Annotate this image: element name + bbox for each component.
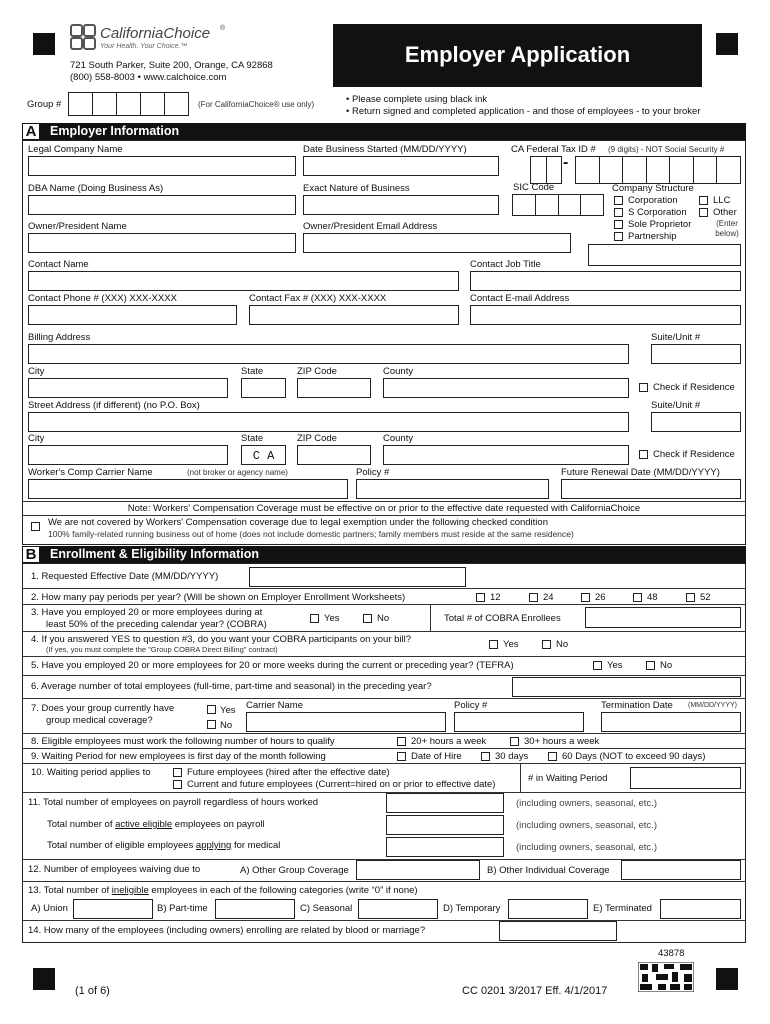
terminated-input[interactable] [660, 899, 741, 919]
logo [70, 24, 230, 54]
label: ZIP Code [297, 433, 337, 444]
divider [22, 656, 746, 657]
option-label: LLC [713, 195, 731, 206]
label: Contact E-mail Address [470, 293, 570, 304]
divider [22, 588, 746, 589]
dba-name-input[interactable] [28, 195, 296, 215]
effective-date-input[interactable] [249, 567, 466, 587]
label: Policy # [356, 467, 390, 478]
waive-individual-input[interactable] [621, 860, 741, 880]
workers-comp-note-line: Note: Workers' Compensation Coverage must be effective on or prior to the effective date requested with CaliforniaChoice [127, 503, 641, 514]
tax-id-prefix-field[interactable] [530, 156, 562, 184]
question-1: 1. Requested Effective Date (MM/DD/YYYY) [31, 571, 219, 582]
option-label: Yes [220, 705, 236, 716]
option-label: No [660, 660, 673, 671]
workers-comp-note: (not broker or agency name) [187, 468, 288, 477]
page-number: (1 of 6) [75, 985, 110, 997]
option-label: 12 [490, 592, 501, 603]
pay-periods-26-checkbox[interactable] [581, 593, 590, 602]
termination-note: (MM/DD/YYYY) [688, 702, 737, 709]
label: Contact Phone # (XXX) XXX-XXXX [28, 293, 177, 304]
sole-proprietor-checkbox[interactable] [614, 220, 623, 229]
question-6: 6. Average number of total employees (full-time, part-time and seasonal) in the preceding year? [31, 681, 432, 692]
option-label: Partnership [628, 231, 677, 242]
tefra-yes-checkbox[interactable] [593, 661, 602, 670]
label: Carrier Name [246, 700, 304, 711]
option-label: 30+ hours a week [524, 736, 600, 747]
registration-mark [716, 968, 738, 990]
divider [22, 881, 746, 882]
street-zip-input[interactable] [297, 445, 371, 465]
option-label: Future employees (hired after the effective date) [187, 767, 390, 778]
divider [22, 733, 746, 734]
question-7: 7. Does your group currently have [31, 703, 175, 714]
label: Owner/President Email Address [303, 221, 438, 232]
divider [22, 501, 746, 502]
label: State [241, 366, 264, 377]
section-title: Enrollment & Eligibility Information [50, 547, 260, 561]
option-label: No [220, 720, 233, 731]
waiting-period-input[interactable] [630, 767, 741, 789]
option-label: 30 days [495, 751, 529, 762]
cobra-yes-checkbox[interactable] [310, 614, 319, 623]
tax-id-suffix-field[interactable] [575, 156, 741, 184]
exemption-checkbox[interactable] [31, 522, 40, 531]
question-3-cont: least 50% of the preceding calendar year? (COBRA) [46, 619, 267, 630]
street-residence-checkbox[interactable] [639, 450, 648, 459]
wait-60-days-checkbox[interactable] [548, 752, 557, 761]
option-label: Yes [503, 639, 519, 650]
other-note: (Enter below) [715, 219, 739, 238]
option-label: B) Other Individual Coverage [487, 865, 610, 876]
label: State [241, 433, 264, 444]
owner-email-input[interactable] [303, 233, 571, 253]
divider [22, 675, 746, 676]
question-7-cont: group medical coverage? [46, 715, 153, 726]
label: Contact Fax # (XXX) XXX-XXXX [249, 293, 387, 304]
contact-fax-input[interactable] [249, 305, 459, 325]
option-label: C) Seasonal [300, 903, 353, 914]
state-value: C A [252, 449, 275, 463]
option-label: A) Union [31, 903, 68, 914]
label: Owner/President Name [28, 221, 127, 232]
question-3: 3. Have you employed 20 or more employees during at [31, 607, 263, 618]
legal-company-name-input[interactable] [28, 156, 296, 176]
option-label: D) Temporary [443, 903, 501, 914]
total-payroll-input[interactable] [386, 793, 504, 813]
divider [520, 763, 521, 792]
label: County [383, 433, 414, 444]
instruction-line: • Please complete using black ink [346, 94, 488, 105]
applying-medical-input[interactable] [386, 837, 504, 857]
nature-of-business-input[interactable] [303, 195, 499, 215]
exemption-detail: 100% family-related running business out of home (does not include domestic partners; family members must reside at the same residence) [48, 529, 574, 539]
option-label: 52 [700, 592, 711, 603]
question-4: 4. If you answered YES to question #3, do you want your COBRA participants on your bill? [31, 634, 412, 645]
group-note: (For CaliforniaChoice® use only) [198, 100, 315, 109]
question-4-note: (If yes, you must complete the "Group COBRA Direct Billing" contract) [46, 645, 278, 654]
instruction-line: • Return signed and completed application - and those of employees - to your broker [346, 106, 701, 117]
including-note: (including owners, seasonal, etc.) [516, 798, 657, 809]
question-11-active: Total number of active eligible employees on payroll [47, 819, 265, 830]
date-business-started-input[interactable] [303, 156, 499, 176]
option-label: Corporation [628, 195, 678, 206]
medical-yes-checkbox[interactable] [207, 705, 216, 714]
pay-periods-12-checkbox[interactable] [476, 593, 485, 602]
cobra-bill-yes-checkbox[interactable] [489, 640, 498, 649]
brand-tagline: Your Health. Your Choice.™ [100, 43, 188, 50]
waiting-period-label: # in Waiting Period [528, 773, 608, 784]
carrier-name-input[interactable] [246, 712, 446, 732]
check-residence-label: Check if Residence [653, 449, 735, 460]
medical-policy-input[interactable] [454, 712, 584, 732]
pay-periods-52-checkbox[interactable] [686, 593, 695, 602]
pay-periods-48-checkbox[interactable] [633, 593, 642, 602]
street-suite-input[interactable] [651, 412, 741, 432]
section-b-header [22, 546, 746, 563]
seasonal-input[interactable] [358, 899, 438, 919]
option-label: No [556, 639, 569, 650]
cobra-enrollees-input[interactable] [585, 607, 741, 628]
average-employees-input[interactable] [512, 677, 741, 697]
option-label: 26 [595, 592, 606, 603]
waive-group-input[interactable] [356, 860, 480, 880]
option-label: No [377, 613, 390, 624]
title-banner [333, 24, 702, 87]
exemption-text: We are not covered by Workers' Compensation coverage due to legal exemption under the following checked condition [48, 517, 548, 528]
section-title: Employer Information [50, 124, 180, 138]
label: County [383, 366, 414, 377]
hours-20-checkbox[interactable] [397, 737, 406, 746]
registration-mark [33, 33, 55, 55]
active-eligible-input[interactable] [386, 815, 504, 835]
contact-email-input[interactable] [470, 305, 741, 325]
option-label: Current and future employees (Current=hired on or prior to effective date) [187, 779, 496, 790]
tefra-no-checkbox[interactable] [646, 661, 655, 670]
including-note: (including owners, seasonal, etc.) [516, 820, 657, 831]
label: Exact Nature of Business [303, 183, 410, 194]
option-label: Yes [607, 660, 623, 671]
section-a-header [22, 123, 746, 140]
street-address-input[interactable] [28, 412, 629, 432]
billing-state-input[interactable] [241, 378, 286, 398]
company-contact: (800) 558-8003 • www.calchoice.com [70, 72, 227, 83]
label: Future Renewal Date (MM/DD/YYYY) [561, 467, 720, 478]
option-label: E) Terminated [593, 903, 652, 914]
option-label: Sole Proprietor [628, 219, 692, 230]
billing-county-input[interactable] [383, 378, 629, 398]
option-label: B) Part-time [157, 903, 208, 914]
label: Contact Job Title [470, 259, 541, 270]
workers-comp-carrier-input[interactable] [28, 479, 348, 499]
renewal-date-input[interactable] [561, 479, 741, 499]
label: Termination Date [601, 700, 673, 711]
label: Suite/Unit # [651, 332, 701, 343]
date-of-hire-checkbox[interactable] [397, 752, 406, 761]
label: Billing Address [28, 332, 91, 343]
street-state-input[interactable] [241, 445, 286, 465]
tax-id-dash: - [563, 154, 569, 171]
question-11-applying: Total number of eligible employees applying for medical [47, 840, 281, 851]
divider [22, 515, 746, 516]
section-letter: B [22, 546, 40, 563]
page-title: Employer Application [404, 42, 631, 67]
billing-city-input[interactable] [28, 378, 228, 398]
temporary-input[interactable] [508, 899, 588, 919]
brand-name: CaliforniaChoice [100, 25, 211, 42]
divider [22, 631, 746, 632]
question-12: 12. Number of employees waiving due to [28, 864, 201, 875]
form-code: 43878 [658, 948, 685, 959]
contact-name-input[interactable] [28, 271, 459, 291]
street-county-input[interactable] [383, 445, 629, 465]
termination-date-input[interactable] [601, 712, 741, 732]
option-label: 20+ hours a week [411, 736, 487, 747]
option-label: S Corporation [628, 207, 687, 218]
label: Legal Company Name [28, 144, 123, 155]
current-future-employees-checkbox[interactable] [173, 780, 182, 789]
wait-30-days-checkbox[interactable] [481, 752, 490, 761]
option-label: Date of Hire [411, 751, 462, 762]
tax-id-note: (9 digits) - NOT Social Security # [608, 145, 725, 154]
question-13: 13. Total number of ineligible employees in each of the following categories (write “0” if none) [28, 885, 418, 896]
s-corporation-checkbox[interactable] [614, 208, 623, 217]
future-employees-checkbox[interactable] [173, 768, 182, 777]
question-11: 11. Total number of employees on payroll regardless of hours worked [28, 797, 319, 808]
cobra-enrollees-label: Total # of COBRA Enrollees [444, 613, 561, 624]
label: Worker's Comp Carrier Name [28, 467, 153, 478]
billing-suite-input[interactable] [651, 344, 741, 364]
divider [430, 604, 431, 631]
label: Street Address (if different) (no P.O. Box) [28, 400, 200, 411]
registration-mark [33, 968, 55, 990]
partnership-checkbox[interactable] [614, 232, 623, 241]
hours-30-checkbox[interactable] [510, 737, 519, 746]
company-structure-label: Company Structure [612, 183, 694, 194]
group-label: Group # [27, 99, 62, 110]
pay-periods-24-checkbox[interactable] [529, 593, 538, 602]
question-14: 14. How many of the employees (including owners) enrolling are related by blood or marriage? [28, 925, 426, 936]
company-address: 721 South Parker, Suite 200, Orange, CA 92868 [70, 60, 273, 71]
including-note: (including owners, seasonal, etc.) [516, 842, 657, 853]
form-number: CC 0201 3/2017 Eff. 4/1/2017 [462, 985, 608, 997]
label: City [28, 433, 45, 444]
label: ZIP Code [297, 366, 337, 377]
llc-checkbox[interactable] [699, 196, 708, 205]
option-label: 24 [543, 592, 554, 603]
medical-no-checkbox[interactable] [207, 720, 216, 729]
section-letter: A [22, 123, 40, 140]
question-10: 10. Waiting period applies to [31, 767, 151, 778]
group-number-field[interactable] [68, 92, 189, 116]
divider [22, 792, 746, 793]
sic-code-field[interactable] [512, 194, 604, 216]
label: DBA Name (Doing Business As) [28, 183, 164, 194]
contact-job-title-input[interactable] [470, 271, 741, 291]
other-checkbox[interactable] [699, 208, 708, 217]
other-structure-input[interactable] [588, 244, 741, 266]
divider [22, 748, 746, 749]
billing-zip-input[interactable] [297, 378, 371, 398]
logo-icon [70, 24, 96, 50]
divider [22, 920, 746, 921]
related-employees-input[interactable] [499, 921, 617, 941]
billing-address-input[interactable] [28, 344, 629, 364]
cobra-bill-no-checkbox[interactable] [542, 640, 551, 649]
cobra-no-checkbox[interactable] [363, 614, 372, 623]
option-label: Other [713, 207, 737, 218]
question-2: 2. How many pay periods per year? (Will be shown on Employer Enrollment Worksheets) [31, 592, 406, 603]
brand-mark: ® [220, 25, 226, 32]
divider [22, 763, 746, 764]
divider [22, 698, 746, 699]
label: CA Federal Tax ID # [511, 144, 596, 155]
street-city-input[interactable] [28, 445, 228, 465]
question-9: 9. Waiting Period for new employees is first day of the month following [31, 751, 326, 762]
option-label: 48 [647, 592, 658, 603]
registration-mark [716, 33, 738, 55]
union-input[interactable] [73, 899, 153, 919]
check-residence-label: Check if Residence [653, 382, 735, 393]
owner-name-input[interactable] [28, 233, 296, 253]
corporation-checkbox[interactable] [614, 196, 623, 205]
option-label: 60 Days (NOT to exceed 90 days) [562, 751, 706, 762]
label: Contact Name [28, 259, 89, 270]
barcode-icon [638, 962, 694, 992]
contact-phone-input[interactable] [28, 305, 237, 325]
divider [22, 604, 746, 605]
label: Policy # [454, 700, 488, 711]
label: City [28, 366, 45, 377]
billing-residence-checkbox[interactable] [639, 383, 648, 392]
label: Date Business Started (MM/DD/YYYY) [303, 144, 467, 155]
part-time-input[interactable] [215, 899, 295, 919]
label: SIC Code [513, 182, 555, 193]
question-8: 8. Eligible employees must work the following number of hours to qualify [31, 736, 335, 747]
option-label: A) Other Group Coverage [240, 865, 349, 876]
label: Suite/Unit # [651, 400, 701, 411]
workers-comp-policy-input[interactable] [356, 479, 549, 499]
option-label: Yes [324, 613, 340, 624]
question-5: 5. Have you employed 20 or more employees for 20 or more weeks during the current or preceding year? (TEFRA) [31, 660, 514, 671]
